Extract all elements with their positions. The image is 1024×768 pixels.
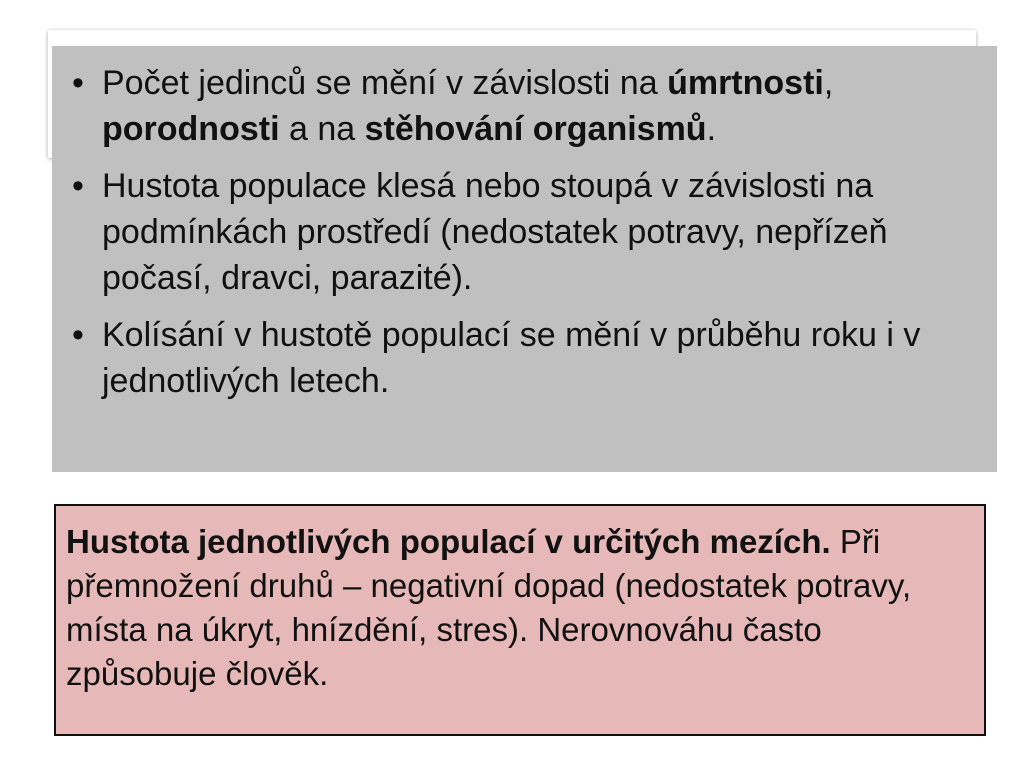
bullet-marker: • [72, 316, 84, 354]
bold-term-natality: porodnosti [102, 110, 280, 148]
note-box [54, 504, 986, 736]
bullet-text: . [706, 110, 717, 148]
bold-term-migration: stěhování organismů [364, 110, 707, 148]
bullet-text: Hustota populace klesá nebo stoupá v závislosti na podmínkách prostředí (nedostatek potravy, nepřízeň počasí, dravci, parazité). [102, 167, 888, 297]
bullet-marker: • [72, 167, 84, 205]
bullet-marker: • [72, 64, 84, 102]
bullet-text: Počet jedinců se mění v závislosti na [102, 64, 668, 102]
bullet-text: Kolísání v hustotě populací se mění v průběhu roku i v jednotlivých letech. [102, 316, 921, 400]
bullet-item-1 [72, 60, 977, 152]
note-body: Při přemnožení druhů – negativní dopad (nedostatek potravy, místa na úkryt, hnízdění, stres). Nerovnováhu často způsobuje člověk. [66, 523, 912, 692]
bullet-text: , [823, 64, 834, 102]
bold-term-mortality: úmrtnosti [667, 64, 824, 102]
bullet-text-box [52, 46, 997, 472]
bullet-item-2 [72, 163, 977, 301]
note-headline: Hustota jednotlivých populací v určitých mezích. [66, 523, 831, 560]
bullet-list [52, 46, 997, 404]
bullet-text: a na [279, 110, 365, 148]
bullet-item-3 [72, 312, 977, 404]
